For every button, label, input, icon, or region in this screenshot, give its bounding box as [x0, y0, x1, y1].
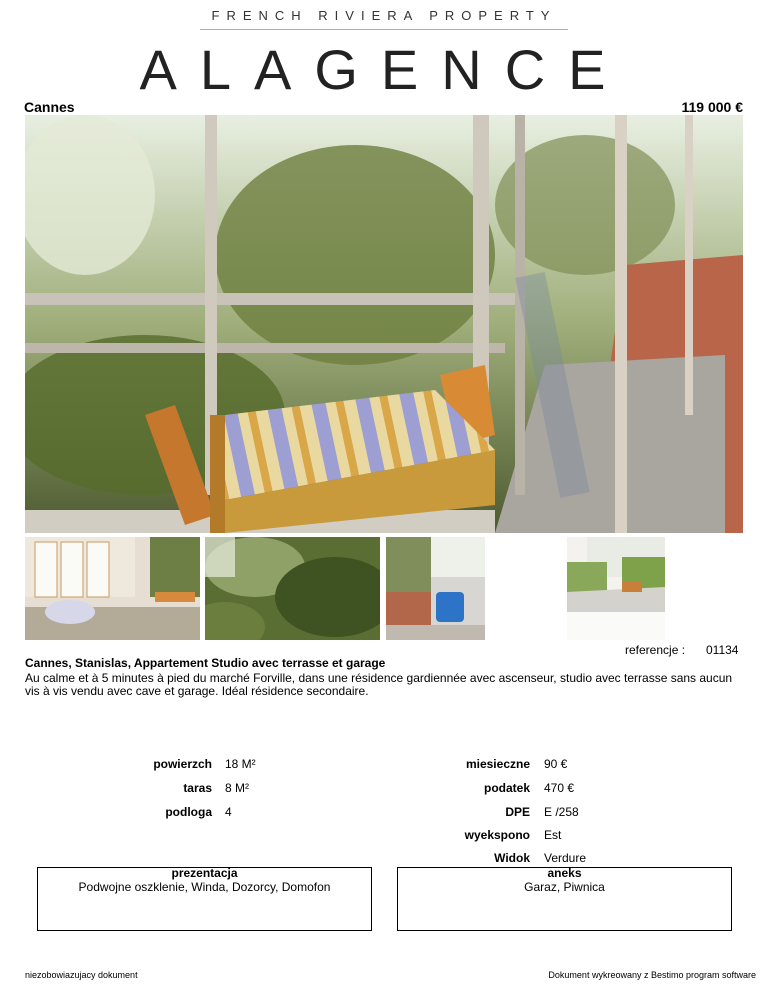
spec-value-exposure: Est	[544, 828, 562, 842]
spec-value-terrace: 8 M²	[225, 781, 249, 795]
main-photo	[25, 115, 743, 533]
listing-price: 119 000 €	[681, 99, 743, 115]
presentation-text: Podwojne oszklenie, Winda, Dozorcy, Domofon	[78, 880, 331, 894]
listing-description: Au calme et à 5 minutes à pied du marché Forville, dans une résidence gardiennée avec ascenseur, studio avec terrasse sans aucun vis à vis vendu avec cave et garage. Idéal résidence secondaire.	[25, 671, 733, 698]
tagline-divider	[200, 29, 568, 30]
spec-label-exposure: wyekspono	[464, 828, 530, 842]
thumbnail-photo-3[interactable]	[386, 537, 485, 640]
thumbnail-photo-4[interactable]	[567, 537, 665, 640]
thumbnail-photo-1[interactable]	[25, 537, 200, 640]
spec-value-dpe: E /258	[544, 805, 579, 819]
presentation-title: prezentacja	[171, 866, 238, 880]
spec-value-monthly: 90 €	[544, 757, 568, 771]
spec-value-floor: 4	[225, 805, 232, 819]
reference-value: 01134	[706, 643, 739, 657]
spec-label-tax: podatek	[483, 781, 530, 795]
spec-label-floor: podloga	[165, 805, 212, 819]
tagline: FRENCH RIVIERA PROPERTY	[211, 8, 557, 23]
spec-label-terrace: taras	[183, 781, 212, 795]
spec-label-view: Widok	[494, 851, 530, 865]
footer-disclaimer: niezobowiazujacy dokument	[25, 970, 138, 980]
reference-label: referencje :	[625, 643, 686, 657]
footer-software-credit: Dokument wykreowany z Bestimo program software	[548, 970, 756, 980]
thumbnail-photo-2[interactable]	[205, 537, 380, 640]
spec-label-monthly: miesieczne	[465, 757, 530, 771]
spec-value-area: 18 M²	[225, 757, 256, 771]
spec-value-view: Verdure	[544, 851, 587, 865]
spec-label-area: powierzch	[153, 757, 212, 771]
agency-logo: ALAGENCE	[139, 38, 629, 101]
listing-title: Cannes, Stanislas, Appartement Studio avec terrasse et garage	[25, 656, 386, 670]
listing-city: Cannes	[24, 99, 75, 115]
annex-text: Garaz, Piwnica	[524, 880, 605, 894]
spec-value-tax: 470 €	[544, 781, 575, 795]
spec-label-dpe: DPE	[505, 805, 530, 819]
annex-title: aneks	[547, 866, 582, 880]
